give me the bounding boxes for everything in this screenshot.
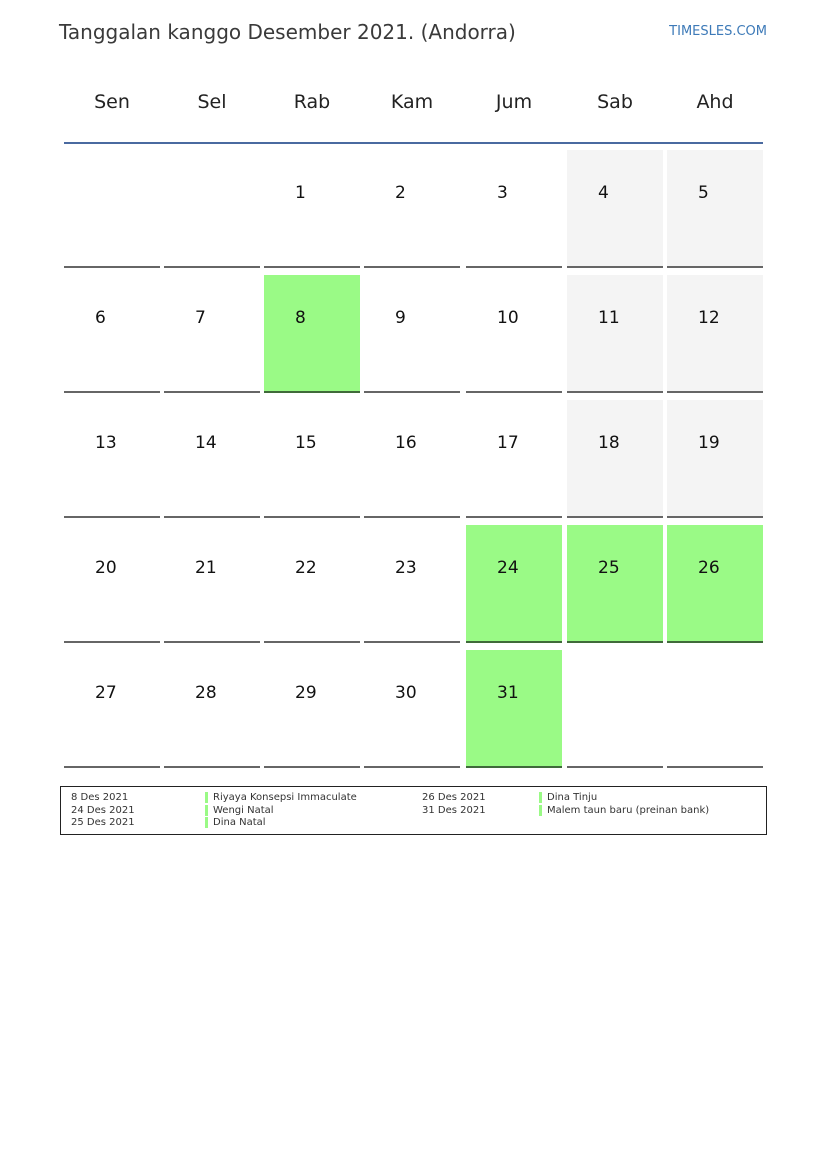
calendar-day-cell[interactable] xyxy=(567,275,663,393)
holiday-legend-item xyxy=(71,817,401,829)
day-number: 2 xyxy=(395,183,406,203)
calendar-day-cell[interactable] xyxy=(264,275,360,393)
calendar-day-cell[interactable] xyxy=(364,525,460,643)
day-number: 8 xyxy=(295,308,306,328)
day-number: 23 xyxy=(395,558,417,578)
day-number: 20 xyxy=(95,558,117,578)
weekday-label: Kam xyxy=(390,91,434,113)
day-number: 14 xyxy=(195,433,217,453)
day-number: 7 xyxy=(195,308,206,328)
holiday-date: 25 Des 2021 xyxy=(71,817,135,828)
day-number: 25 xyxy=(598,558,620,578)
day-number: 15 xyxy=(295,433,317,453)
day-number: 31 xyxy=(497,683,519,703)
calendar-day-cell[interactable] xyxy=(364,650,460,768)
calendar-day-cell[interactable] xyxy=(567,150,663,268)
calendar-day-cell[interactable] xyxy=(264,525,360,643)
day-number: 29 xyxy=(295,683,317,703)
day-number: 17 xyxy=(497,433,519,453)
weekday-label: Jum xyxy=(495,91,533,113)
day-number: 9 xyxy=(395,308,406,328)
calendar-cell-empty xyxy=(567,650,663,768)
day-number: 30 xyxy=(395,683,417,703)
calendar-day-cell[interactable] xyxy=(164,400,260,518)
calendar-day-cell[interactable] xyxy=(364,150,460,268)
calendar-day-cell[interactable] xyxy=(64,525,160,643)
day-number: 27 xyxy=(95,683,117,703)
holiday-name: Riyaya Konsepsi Immaculate xyxy=(213,792,357,803)
calendar-day-cell[interactable] xyxy=(164,650,260,768)
calendar-day-cell[interactable] xyxy=(466,275,562,393)
calendar-cell-empty xyxy=(667,650,763,768)
calendar-day-cell[interactable] xyxy=(466,650,562,768)
weekday-label: Rab xyxy=(293,91,331,113)
calendar-day-cell[interactable] xyxy=(466,150,562,268)
calendar-day-cell[interactable] xyxy=(264,400,360,518)
holiday-date: 26 Des 2021 xyxy=(422,792,486,803)
holiday-name: Dina Tinju xyxy=(547,792,598,803)
calendar-day-cell[interactable] xyxy=(64,400,160,518)
holiday-date: 24 Des 2021 xyxy=(71,805,135,816)
calendar-day-cell[interactable] xyxy=(667,150,763,268)
calendar-day-cell[interactable] xyxy=(364,275,460,393)
day-number: 21 xyxy=(195,558,217,578)
calendar-day-cell[interactable] xyxy=(567,400,663,518)
weekday-label: Sen xyxy=(94,91,130,113)
weekday-label: Ahd xyxy=(696,91,734,113)
holiday-color-marker xyxy=(205,817,208,828)
calendar-day-cell[interactable] xyxy=(667,525,763,643)
day-number: 24 xyxy=(497,558,519,578)
holiday-color-marker xyxy=(205,792,208,803)
calendar-cell-empty xyxy=(164,150,260,268)
calendar-day-cell[interactable] xyxy=(264,150,360,268)
holiday-color-marker xyxy=(205,805,208,816)
day-number: 10 xyxy=(497,308,519,328)
brand-link[interactable]: TIMESLES.COM xyxy=(669,24,767,39)
holiday-name: Dina Natal xyxy=(213,817,266,828)
day-number: 12 xyxy=(698,308,720,328)
weekday-label: Sel xyxy=(197,91,227,113)
calendar-day-cell[interactable] xyxy=(164,525,260,643)
day-number: 28 xyxy=(195,683,217,703)
weekday-header-row xyxy=(64,80,763,144)
day-number: 4 xyxy=(598,183,609,203)
page-title: Tanggalan kanggo Desember 2021. (Andorra) xyxy=(59,20,516,44)
calendar-day-cell[interactable] xyxy=(466,525,562,643)
day-number: 6 xyxy=(95,308,106,328)
calendar-day-cell[interactable] xyxy=(64,650,160,768)
day-number: 26 xyxy=(698,558,720,578)
holiday-legend xyxy=(60,786,767,835)
holiday-date: 31 Des 2021 xyxy=(422,805,486,816)
calendar-day-cell[interactable] xyxy=(567,525,663,643)
day-number: 3 xyxy=(497,183,508,203)
day-number: 16 xyxy=(395,433,417,453)
calendar-day-cell[interactable] xyxy=(164,275,260,393)
calendar-grid xyxy=(64,150,763,770)
holiday-color-marker xyxy=(539,792,542,803)
holiday-legend-item xyxy=(422,805,752,817)
weekday-label: Sab xyxy=(597,91,633,113)
holiday-legend-item xyxy=(71,792,401,804)
day-number: 13 xyxy=(95,433,117,453)
holiday-name: Malem taun baru (preinan bank) xyxy=(547,805,710,816)
day-number: 18 xyxy=(598,433,620,453)
holiday-name: Wengi Natal xyxy=(213,805,274,816)
calendar-day-cell[interactable] xyxy=(466,400,562,518)
holiday-color-marker xyxy=(539,805,542,816)
day-number: 19 xyxy=(698,433,720,453)
holiday-legend-item xyxy=(71,805,401,817)
calendar-day-cell[interactable] xyxy=(264,650,360,768)
calendar-day-cell[interactable] xyxy=(64,275,160,393)
holiday-date: 8 Des 2021 xyxy=(71,792,129,803)
day-number: 1 xyxy=(295,183,306,203)
calendar-day-cell[interactable] xyxy=(667,275,763,393)
calendar-day-cell[interactable] xyxy=(364,400,460,518)
day-number: 5 xyxy=(698,183,709,203)
calendar-cell-empty xyxy=(64,150,160,268)
day-number: 22 xyxy=(295,558,317,578)
calendar-day-cell[interactable] xyxy=(667,400,763,518)
day-number: 11 xyxy=(598,308,620,328)
holiday-legend-item xyxy=(422,792,752,804)
